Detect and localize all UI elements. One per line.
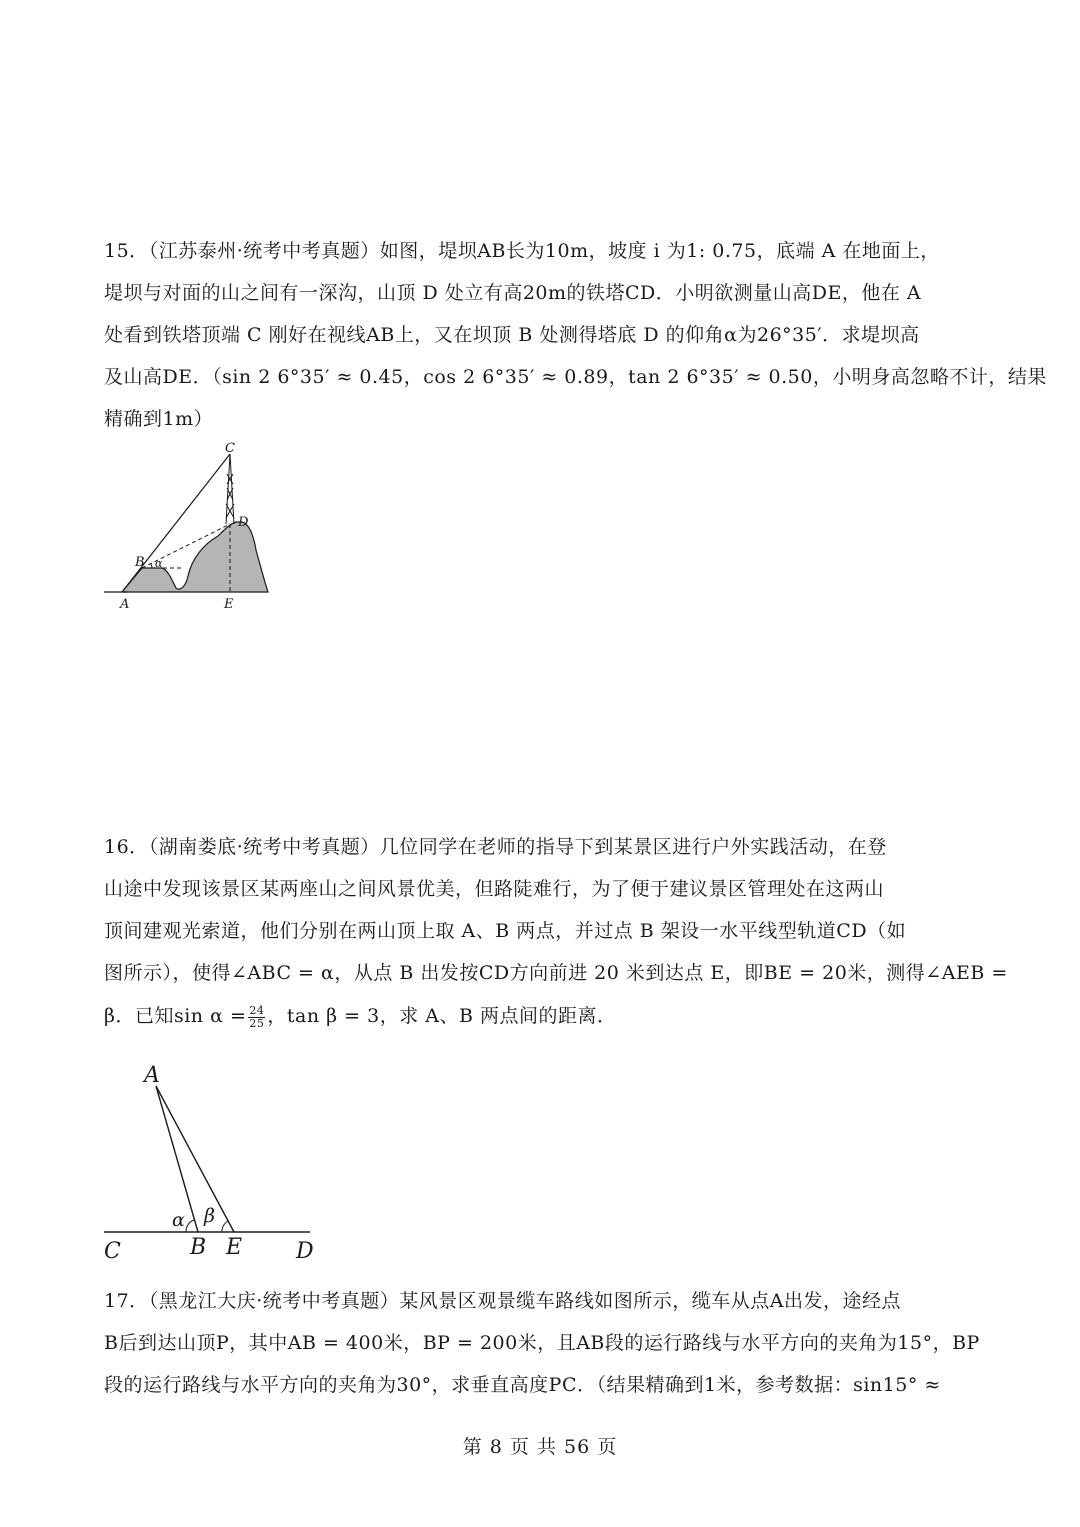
segment-ae xyxy=(156,1086,234,1232)
label-d: D xyxy=(238,515,249,530)
problem-15-line-2: 堤坝与对面的山之间有一深沟，山顶 D 处立有高20m的铁塔CD．小明欲测量山高DE，他在 A xyxy=(104,282,922,304)
figure-dam-mountain-tower xyxy=(100,440,280,620)
problem-15-line-1: 15．（江苏泰州·统考中考真题）如图，堤坝AB长为10m，坡度 i 为1: 0.75，底端 A 在地面上， xyxy=(104,240,940,262)
problem-17 xyxy=(104,1280,984,1406)
problem-16-line-4: 图所示），使得∠ABC = α，从点 B 出发按CD方向前进 20 米到达点 E，即BE = 20米，测得∠AEB = xyxy=(104,962,1008,984)
problem-16-line-2: 山途中发现该景区某两座山之间风景优美，但路陡难行，为了便于建议景区管理处在这两山 xyxy=(104,878,885,900)
label-c: C xyxy=(225,441,235,456)
label-d: D xyxy=(296,1239,314,1264)
problem-number: 17． xyxy=(104,1290,149,1312)
problem-15-line-4: 及山高DE．（sin 2 6°35′ ≈ 0.45，cos 2 6°35′ ≈ 0.89，tan 2 6°35′ ≈ 0.50，小明身高忽略不计，结果 xyxy=(104,366,1047,388)
label-a: A xyxy=(120,597,130,612)
problem-15-line-3: 处看到铁塔顶端 C 刚好在视线AB上，又在坝顶 B 处测得塔底 D 的仰角α为26°35′．求堤坝高 xyxy=(104,324,920,346)
label-a: A xyxy=(144,1063,160,1088)
problem-15 xyxy=(104,230,1047,440)
label-c: C xyxy=(104,1239,121,1264)
problem-16-line-1: 16．（湖南娄底·统考中考真题）几位同学在老师的指导下到某景区进行户外实践活动，在登 xyxy=(104,836,887,858)
problem-16-line-5: β．已知sin α = $\frac{24}{25}$ ，tan β = 3，求 A、B 两点间的距离． xyxy=(104,1003,617,1030)
figure-triangle-abe xyxy=(100,1060,330,1266)
angle-beta-arc xyxy=(222,1221,228,1232)
problem-15-line-5: 精确到1m） xyxy=(104,408,214,430)
problem-number: 15． xyxy=(104,240,149,262)
problem-17-line-1: 17．（黑龙江大庆·统考中考真题）某风景区观景缆车路线如图所示，缆车从点A出发，途经点 xyxy=(104,1290,901,1312)
fraction-24-25: $\frac{24}{25}$ xyxy=(249,1003,265,1030)
label-alpha: α xyxy=(172,1209,185,1231)
angle-alpha-arc xyxy=(186,1220,194,1232)
label-e: E xyxy=(226,1235,243,1260)
label-e: E xyxy=(224,597,234,612)
problem-17-line-3: 段的运行路线与水平方向的夹角为30°，求垂直高度PC．（结果精确到1米，参考数据：sin15° ≈ xyxy=(104,1374,941,1396)
label-b: B xyxy=(190,1235,207,1260)
problem-17-line-2: B后到达山顶P，其中AB = 400米，BP = 200米，且AB段的运行路线与水平方向的夹角为15°，BP xyxy=(104,1332,980,1354)
problem-16-line-3: 顶间建观光索道，他们分别在两山顶上取 A、B 两点，并过点 B 架设一水平线型轨道CD（如 xyxy=(104,920,907,942)
problem-number: 16． xyxy=(104,836,149,858)
page-footer: 第 8 页 共 56 页 xyxy=(462,1436,618,1458)
label-b: B xyxy=(135,555,145,570)
tower-icon xyxy=(226,454,234,524)
problem-16 xyxy=(104,826,1008,1038)
label-beta: β xyxy=(204,1205,215,1227)
label-alpha: α xyxy=(155,557,163,570)
